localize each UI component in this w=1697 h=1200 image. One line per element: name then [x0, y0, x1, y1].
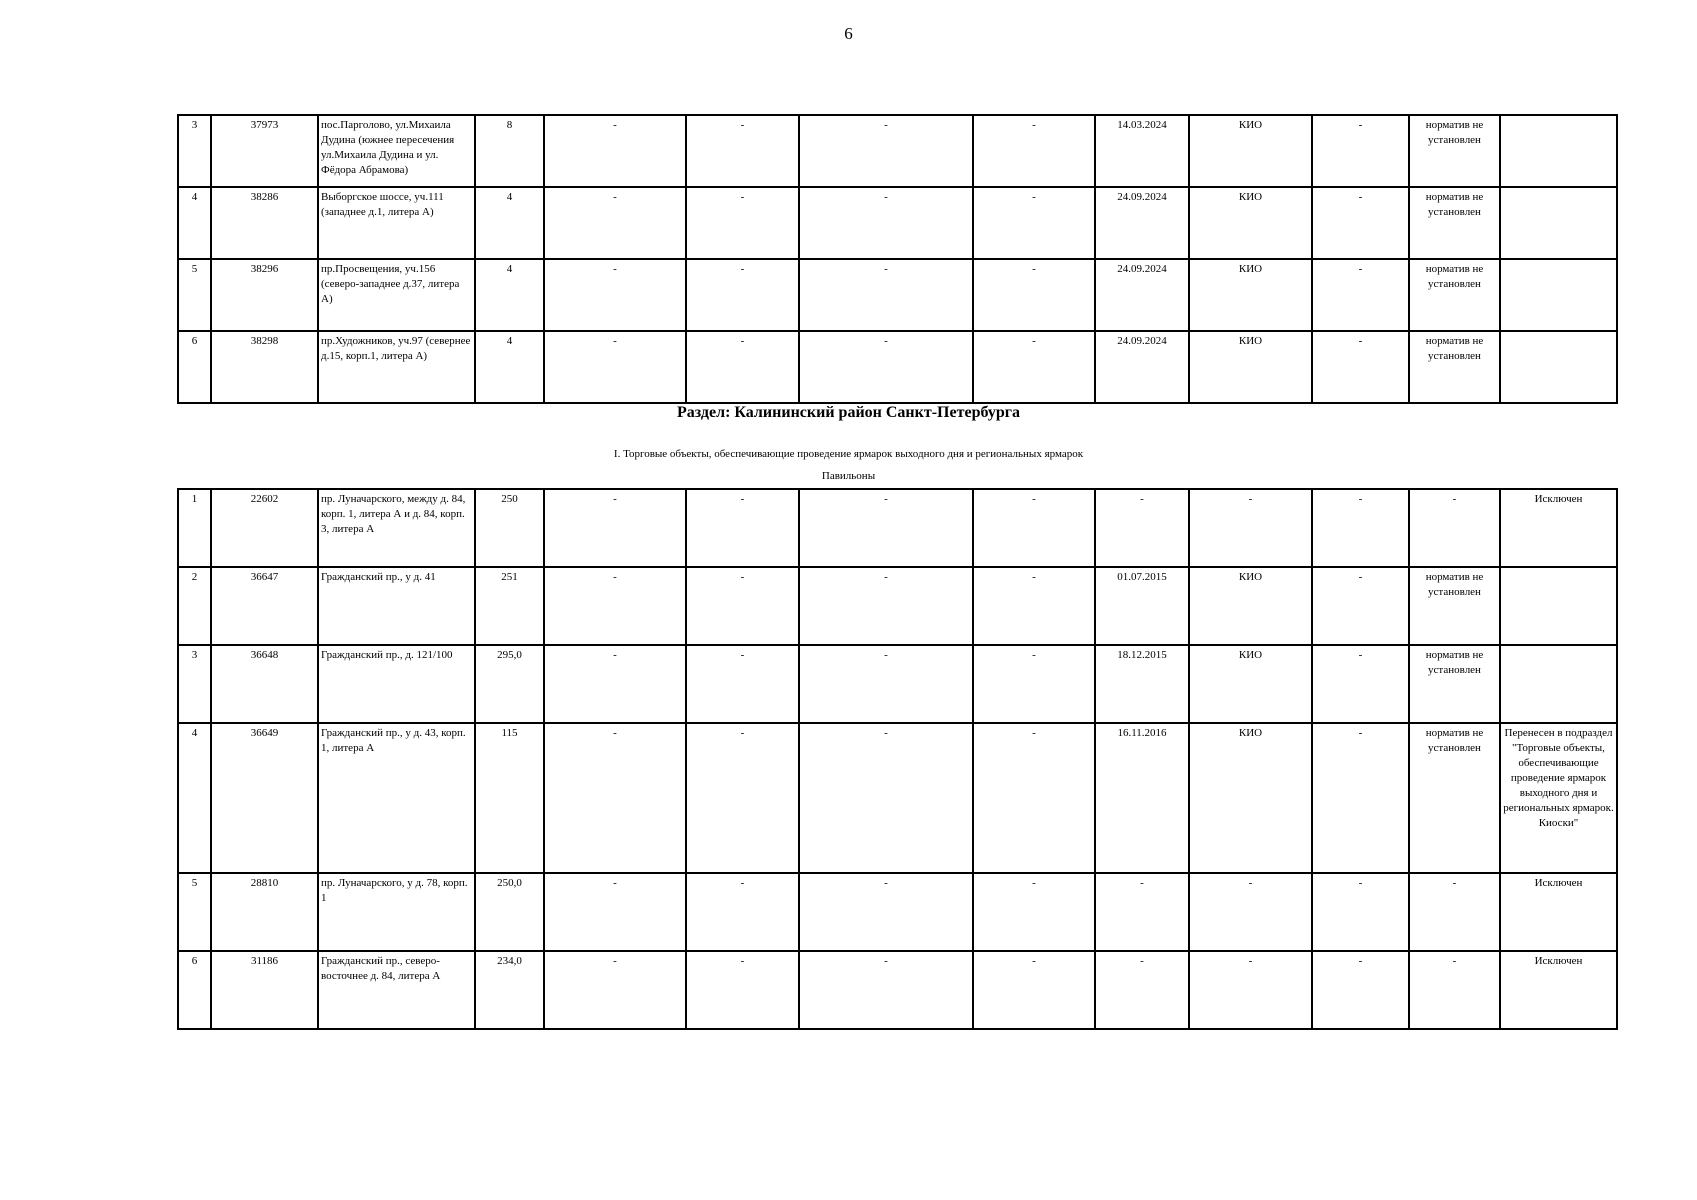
- col8-cell: -: [973, 489, 1095, 567]
- row-number-cell: 5: [178, 873, 211, 951]
- register-table-vyborgsky: [177, 114, 1618, 404]
- section-title: Раздел: Калининский район Санкт-Петербурга: [676, 404, 1021, 421]
- organization-cell: КИО: [1189, 645, 1312, 723]
- area-cell: 4: [475, 331, 544, 403]
- date-cell: -: [1095, 951, 1189, 1029]
- col6-cell: -: [686, 723, 799, 873]
- col11-cell: -: [1312, 489, 1409, 567]
- date-cell: 18.12.2015: [1095, 645, 1189, 723]
- organization-cell: КИО: [1189, 259, 1312, 331]
- col8-cell: -: [973, 645, 1095, 723]
- object-id-cell: 38296: [211, 259, 318, 331]
- norm-cell: норматив не установлен: [1409, 331, 1500, 403]
- col11-cell: -: [1312, 645, 1409, 723]
- norm-cell: -: [1409, 951, 1500, 1029]
- organization-cell: КИО: [1189, 187, 1312, 259]
- note-cell: Перенесен в подраздел "Торговые объекты, обеспечивающие проведение ярмарок выходного дня и региональных ярмарок. Киоски": [1500, 723, 1617, 873]
- col5-cell: -: [544, 259, 686, 331]
- address-cell: пос.Парголово, ул.Михаила Дудина (южнее пересечения ул.Михаила Дудина и ул. Фёдора Абрамова): [318, 115, 475, 187]
- area-cell: 4: [475, 259, 544, 331]
- note-cell: [1500, 567, 1617, 645]
- note-cell: [1500, 331, 1617, 403]
- table-row: [178, 115, 1617, 187]
- col7-cell: -: [799, 489, 973, 567]
- object-id-cell: 36647: [211, 567, 318, 645]
- note-cell: [1500, 187, 1617, 259]
- norm-cell: норматив не установлен: [1409, 115, 1500, 187]
- row-number-cell: 5: [178, 259, 211, 331]
- table-row: [178, 723, 1617, 873]
- col5-cell: -: [544, 873, 686, 951]
- col6-cell: -: [686, 951, 799, 1029]
- col6-cell: -: [686, 489, 799, 567]
- col5-cell: -: [544, 489, 686, 567]
- col7-cell: -: [799, 723, 973, 873]
- col5-cell: -: [544, 331, 686, 403]
- date-cell: 24.09.2024: [1095, 331, 1189, 403]
- col7-cell: -: [799, 873, 973, 951]
- area-cell: 4: [475, 187, 544, 259]
- col6-cell: -: [686, 567, 799, 645]
- col11-cell: -: [1312, 873, 1409, 951]
- subsection-title: I. Торговые объекты, обеспечивающие проведение ярмарок выходного дня и региональных ярмарок: [613, 448, 1084, 460]
- area-cell: 295,0: [475, 645, 544, 723]
- col6-cell: -: [686, 115, 799, 187]
- object-id-cell: 38286: [211, 187, 318, 259]
- col8-cell: -: [973, 567, 1095, 645]
- area-cell: 8: [475, 115, 544, 187]
- col8-cell: -: [973, 331, 1095, 403]
- address-cell: Гражданский пр., д. 121/100: [318, 645, 475, 723]
- address-cell: Гражданский пр., у д. 41: [318, 567, 475, 645]
- organization-cell: -: [1189, 873, 1312, 951]
- norm-cell: -: [1409, 873, 1500, 951]
- col7-cell: -: [799, 331, 973, 403]
- object-id-cell: 22602: [211, 489, 318, 567]
- organization-cell: КИО: [1189, 723, 1312, 873]
- date-cell: 16.11.2016: [1095, 723, 1189, 873]
- col11-cell: -: [1312, 567, 1409, 645]
- organization-cell: КИО: [1189, 567, 1312, 645]
- col8-cell: -: [973, 115, 1095, 187]
- col7-cell: -: [799, 187, 973, 259]
- date-cell: 01.07.2015: [1095, 567, 1189, 645]
- address-cell: пр. Луначарского, между д. 84, корп. 1, литера А и д. 84, корп. 3, литера А: [318, 489, 475, 567]
- note-cell: [1500, 645, 1617, 723]
- col5-cell: -: [544, 723, 686, 873]
- row-number-cell: 3: [178, 115, 211, 187]
- row-number-cell: 6: [178, 331, 211, 403]
- organization-cell: КИО: [1189, 115, 1312, 187]
- row-number-cell: 6: [178, 951, 211, 1029]
- norm-cell: норматив не установлен: [1409, 645, 1500, 723]
- table-row: [178, 567, 1617, 645]
- col7-cell: -: [799, 645, 973, 723]
- col11-cell: -: [1312, 115, 1409, 187]
- col8-cell: -: [973, 951, 1095, 1029]
- organization-cell: -: [1189, 951, 1312, 1029]
- object-id-cell: 36649: [211, 723, 318, 873]
- norm-cell: -: [1409, 489, 1500, 567]
- address-cell: Гражданский пр., северо-восточнее д. 84, литера А: [318, 951, 475, 1029]
- table-row: [178, 645, 1617, 723]
- norm-cell: норматив не установлен: [1409, 567, 1500, 645]
- area-cell: 250: [475, 489, 544, 567]
- area-cell: 251: [475, 567, 544, 645]
- col11-cell: -: [1312, 259, 1409, 331]
- date-cell: -: [1095, 489, 1189, 567]
- col11-cell: -: [1312, 331, 1409, 403]
- col8-cell: -: [973, 873, 1095, 951]
- note-cell: Исключен: [1500, 873, 1617, 951]
- note-cell: [1500, 115, 1617, 187]
- page-number: 6: [844, 24, 853, 43]
- organization-cell: КИО: [1189, 331, 1312, 403]
- date-cell: 14.03.2024: [1095, 115, 1189, 187]
- table-row: [178, 873, 1617, 951]
- col8-cell: -: [973, 187, 1095, 259]
- note-cell: Исключен: [1500, 951, 1617, 1029]
- col8-cell: -: [973, 259, 1095, 331]
- address-cell: пр. Луначарского, у д. 78, корп. 1: [318, 873, 475, 951]
- row-number-cell: 2: [178, 567, 211, 645]
- table-row: [178, 951, 1617, 1029]
- organization-cell: -: [1189, 489, 1312, 567]
- date-cell: -: [1095, 873, 1189, 951]
- col5-cell: -: [544, 645, 686, 723]
- object-id-cell: 31186: [211, 951, 318, 1029]
- col11-cell: -: [1312, 951, 1409, 1029]
- row-number-cell: 4: [178, 723, 211, 873]
- address-cell: пр.Художников, уч.97 (севернее д.15, корп.1, литера А): [318, 331, 475, 403]
- col7-cell: -: [799, 259, 973, 331]
- object-id-cell: 37973: [211, 115, 318, 187]
- row-number-cell: 1: [178, 489, 211, 567]
- area-cell: 115: [475, 723, 544, 873]
- row-number-cell: 4: [178, 187, 211, 259]
- norm-cell: норматив не установлен: [1409, 259, 1500, 331]
- col8-cell: -: [973, 723, 1095, 873]
- area-cell: 234,0: [475, 951, 544, 1029]
- date-cell: 24.09.2024: [1095, 187, 1189, 259]
- object-id-cell: 38298: [211, 331, 318, 403]
- register-table-kalininsky: [177, 488, 1618, 1030]
- col7-cell: -: [799, 115, 973, 187]
- col11-cell: -: [1312, 187, 1409, 259]
- address-cell: пр.Просвещения, уч.156 (северо-западнее д.37, литера А): [318, 259, 475, 331]
- row-number-cell: 3: [178, 645, 211, 723]
- col6-cell: -: [686, 645, 799, 723]
- address-cell: Гражданский пр., у д. 43, корп. 1, литера А: [318, 723, 475, 873]
- table-row: [178, 187, 1617, 259]
- norm-cell: норматив не установлен: [1409, 187, 1500, 259]
- col6-cell: -: [686, 187, 799, 259]
- object-type-label: Павильоны: [821, 470, 876, 482]
- address-cell: Выборгское шоссе, уч.111 (западнее д.1, литера А): [318, 187, 475, 259]
- col6-cell: -: [686, 331, 799, 403]
- col11-cell: -: [1312, 723, 1409, 873]
- table-row: [178, 331, 1617, 403]
- date-cell: 24.09.2024: [1095, 259, 1189, 331]
- col7-cell: -: [799, 951, 973, 1029]
- note-cell: Исключен: [1500, 489, 1617, 567]
- col7-cell: -: [799, 567, 973, 645]
- norm-cell: норматив не установлен: [1409, 723, 1500, 873]
- table-row: [178, 489, 1617, 567]
- object-id-cell: 36648: [211, 645, 318, 723]
- note-cell: [1500, 259, 1617, 331]
- col6-cell: -: [686, 873, 799, 951]
- col6-cell: -: [686, 259, 799, 331]
- col5-cell: -: [544, 115, 686, 187]
- table-row: [178, 259, 1617, 331]
- object-id-cell: 28810: [211, 873, 318, 951]
- area-cell: 250,0: [475, 873, 544, 951]
- col5-cell: -: [544, 187, 686, 259]
- col5-cell: -: [544, 951, 686, 1029]
- col5-cell: -: [544, 567, 686, 645]
